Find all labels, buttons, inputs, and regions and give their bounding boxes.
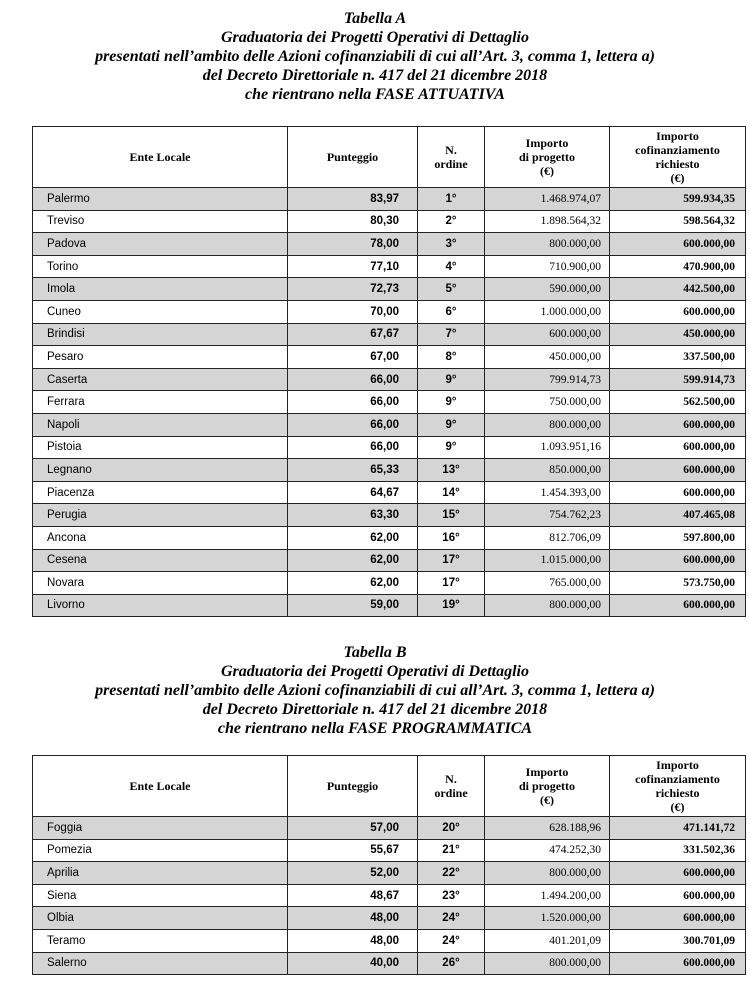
cell-importo-progetto: 754.762,23 bbox=[485, 504, 610, 527]
header-row bbox=[33, 127, 746, 188]
cell-n-ordine: 9° bbox=[418, 391, 485, 414]
table-row bbox=[33, 391, 746, 414]
table-row bbox=[33, 210, 746, 233]
cell-n-ordine: 16° bbox=[418, 526, 485, 549]
table-row bbox=[33, 572, 746, 595]
cell-ente-locale: Salerno bbox=[33, 952, 288, 975]
cell-ente-locale: Ferrara bbox=[33, 391, 288, 414]
header-ente-locale: Ente Locale bbox=[33, 756, 288, 817]
cell-n-ordine: 4° bbox=[418, 255, 485, 278]
cell-punteggio: 66,00 bbox=[288, 413, 418, 436]
cell-n-ordine: 3° bbox=[418, 233, 485, 256]
cell-ente-locale: Piacenza bbox=[33, 481, 288, 504]
table-row bbox=[33, 929, 746, 952]
cell-ente-locale: Pistoia bbox=[33, 436, 288, 459]
table-row bbox=[33, 188, 746, 211]
cell-n-ordine: 2° bbox=[418, 210, 485, 233]
header-importo-cofinanziamento: Importo cofinanziamento richiesto (€) bbox=[610, 127, 746, 188]
cell-importo-progetto: 812.706,09 bbox=[485, 526, 610, 549]
cell-n-ordine: 9° bbox=[418, 436, 485, 459]
cell-ente-locale: Siena bbox=[33, 884, 288, 907]
cell-importo-cofinanziamento: 337.500,00 bbox=[610, 346, 746, 369]
cell-punteggio: 70,00 bbox=[288, 300, 418, 323]
cell-importo-cofinanziamento: 442.500,00 bbox=[610, 278, 746, 301]
table-row bbox=[33, 459, 746, 482]
cell-punteggio: 80,30 bbox=[288, 210, 418, 233]
cell-punteggio: 77,10 bbox=[288, 255, 418, 278]
table-row bbox=[33, 436, 746, 459]
table-row bbox=[33, 413, 746, 436]
table-row bbox=[33, 817, 746, 840]
cell-punteggio: 67,67 bbox=[288, 323, 418, 346]
table-row bbox=[33, 300, 746, 323]
cell-importo-progetto: 800.000,00 bbox=[485, 594, 610, 617]
cell-importo-cofinanziamento: 600.000,00 bbox=[610, 413, 746, 436]
cell-importo-progetto: 800.000,00 bbox=[485, 233, 610, 256]
cell-punteggio: 59,00 bbox=[288, 594, 418, 617]
cell-punteggio: 78,00 bbox=[288, 233, 418, 256]
cell-n-ordine: 17° bbox=[418, 549, 485, 572]
table-b-title bbox=[0, 643, 750, 738]
cell-importo-cofinanziamento: 600.000,00 bbox=[610, 907, 746, 930]
cell-punteggio: 63,30 bbox=[288, 504, 418, 527]
cell-punteggio: 48,00 bbox=[288, 929, 418, 952]
header-punteggio: Punteggio bbox=[288, 756, 418, 817]
cell-ente-locale: Novara bbox=[33, 572, 288, 595]
cell-n-ordine: 24° bbox=[418, 907, 485, 930]
cell-ente-locale: Foggia bbox=[33, 817, 288, 840]
cell-importo-cofinanziamento: 450.000,00 bbox=[610, 323, 746, 346]
cell-punteggio: 62,00 bbox=[288, 526, 418, 549]
header-n-ordine: N. ordine bbox=[418, 127, 485, 188]
cell-importo-cofinanziamento: 470.900,00 bbox=[610, 255, 746, 278]
cell-n-ordine: 1° bbox=[418, 188, 485, 211]
cell-punteggio: 48,00 bbox=[288, 907, 418, 930]
header-importo-progetto: Importo di progetto (€) bbox=[485, 127, 610, 188]
cell-importo-progetto: 474.252,30 bbox=[485, 839, 610, 862]
cell-importo-cofinanziamento: 597.800,00 bbox=[610, 526, 746, 549]
cell-n-ordine: 20° bbox=[418, 817, 485, 840]
cell-importo-progetto: 800.000,00 bbox=[485, 952, 610, 975]
cell-importo-progetto: 1.494.200,00 bbox=[485, 884, 610, 907]
table-row bbox=[33, 255, 746, 278]
header-ente-locale: Ente Locale bbox=[33, 127, 288, 188]
cell-importo-cofinanziamento: 600.000,00 bbox=[610, 459, 746, 482]
cell-ente-locale: Cuneo bbox=[33, 300, 288, 323]
cell-punteggio: 67,00 bbox=[288, 346, 418, 369]
cell-importo-progetto: 800.000,00 bbox=[485, 413, 610, 436]
cell-n-ordine: 24° bbox=[418, 929, 485, 952]
cell-n-ordine: 5° bbox=[418, 278, 485, 301]
cell-importo-cofinanziamento: 300.701,09 bbox=[610, 929, 746, 952]
header-importo-progetto: Importo di progetto (€) bbox=[485, 756, 610, 817]
cell-punteggio: 62,00 bbox=[288, 572, 418, 595]
cell-importo-progetto: 600.000,00 bbox=[485, 323, 610, 346]
cell-ente-locale: Aprilia bbox=[33, 862, 288, 885]
cell-punteggio: 48,67 bbox=[288, 884, 418, 907]
cell-importo-cofinanziamento: 600.000,00 bbox=[610, 481, 746, 504]
table-row bbox=[33, 504, 746, 527]
title-line: Tabella A bbox=[343, 10, 407, 27]
cell-n-ordine: 22° bbox=[418, 862, 485, 885]
cell-importo-progetto: 1.015.000,00 bbox=[485, 549, 610, 572]
table-b bbox=[32, 755, 746, 975]
cell-importo-cofinanziamento: 599.934,35 bbox=[610, 188, 746, 211]
table-row bbox=[33, 884, 746, 907]
title-line: del Decreto Direttoriale n. 417 del 21 dicembre 2018 bbox=[202, 67, 548, 84]
cell-n-ordine: 9° bbox=[418, 413, 485, 436]
cell-importo-cofinanziamento: 600.000,00 bbox=[610, 436, 746, 459]
cell-ente-locale: Pesaro bbox=[33, 346, 288, 369]
cell-n-ordine: 8° bbox=[418, 346, 485, 369]
table-row bbox=[33, 549, 746, 572]
title-line: Graduatoria dei Progetti Operativi di Dettaglio bbox=[221, 663, 529, 680]
cell-n-ordine: 19° bbox=[418, 594, 485, 617]
table-body bbox=[33, 188, 746, 617]
cell-punteggio: 66,00 bbox=[288, 368, 418, 391]
cell-importo-cofinanziamento: 600.000,00 bbox=[610, 233, 746, 256]
cell-importo-cofinanziamento: 562.500,00 bbox=[610, 391, 746, 414]
table-row bbox=[33, 233, 746, 256]
cell-punteggio: 66,00 bbox=[288, 391, 418, 414]
cell-punteggio: 62,00 bbox=[288, 549, 418, 572]
title-line: Graduatoria dei Progetti Operativi di Dettaglio bbox=[221, 29, 529, 46]
cell-importo-cofinanziamento: 599.914,73 bbox=[610, 368, 746, 391]
cell-punteggio: 65,33 bbox=[288, 459, 418, 482]
cell-importo-progetto: 401.201,09 bbox=[485, 929, 610, 952]
cell-n-ordine: 26° bbox=[418, 952, 485, 975]
table-row bbox=[33, 323, 746, 346]
header-row bbox=[33, 756, 746, 817]
cell-ente-locale: Treviso bbox=[33, 210, 288, 233]
cell-importo-progetto: 750.000,00 bbox=[485, 391, 610, 414]
cell-importo-progetto: 1.520.000,00 bbox=[485, 907, 610, 930]
cell-importo-cofinanziamento: 407.465,08 bbox=[610, 504, 746, 527]
cell-punteggio: 66,00 bbox=[288, 436, 418, 459]
table-row bbox=[33, 526, 746, 549]
cell-importo-progetto: 1.898.564,32 bbox=[485, 210, 610, 233]
table-a-title bbox=[0, 9, 750, 104]
cell-ente-locale: Legnano bbox=[33, 459, 288, 482]
cell-importo-cofinanziamento: 598.564,32 bbox=[610, 210, 746, 233]
cell-ente-locale: Torino bbox=[33, 255, 288, 278]
table-row bbox=[33, 839, 746, 862]
cell-importo-progetto: 1.454.393,00 bbox=[485, 481, 610, 504]
table-row bbox=[33, 862, 746, 885]
cell-punteggio: 83,97 bbox=[288, 188, 418, 211]
cell-n-ordine: 6° bbox=[418, 300, 485, 323]
cell-ente-locale: Imola bbox=[33, 278, 288, 301]
cell-importo-cofinanziamento: 600.000,00 bbox=[610, 952, 746, 975]
cell-importo-progetto: 590.000,00 bbox=[485, 278, 610, 301]
table-row bbox=[33, 346, 746, 369]
cell-importo-progetto: 800.000,00 bbox=[485, 862, 610, 885]
table-row bbox=[33, 278, 746, 301]
cell-n-ordine: 21° bbox=[418, 839, 485, 862]
title-line: Tabella B bbox=[343, 644, 407, 661]
title-line: che rientrano nella FASE PROGRAMMATICA bbox=[217, 720, 533, 737]
cell-punteggio: 72,73 bbox=[288, 278, 418, 301]
cell-importo-cofinanziamento: 573.750,00 bbox=[610, 572, 746, 595]
cell-ente-locale: Caserta bbox=[33, 368, 288, 391]
cell-importo-progetto: 450.000,00 bbox=[485, 346, 610, 369]
cell-n-ordine: 15° bbox=[418, 504, 485, 527]
cell-n-ordine: 7° bbox=[418, 323, 485, 346]
cell-importo-cofinanziamento: 600.000,00 bbox=[610, 594, 746, 617]
cell-importo-cofinanziamento: 600.000,00 bbox=[610, 300, 746, 323]
cell-punteggio: 52,00 bbox=[288, 862, 418, 885]
cell-ente-locale: Teramo bbox=[33, 929, 288, 952]
cell-n-ordine: 23° bbox=[418, 884, 485, 907]
cell-importo-progetto: 628.188,96 bbox=[485, 817, 610, 840]
header-importo-cofinanziamento: Importo cofinanziamento richiesto (€) bbox=[610, 756, 746, 817]
title-line: del Decreto Direttoriale n. 417 del 21 dicembre 2018 bbox=[202, 701, 548, 718]
cell-importo-progetto: 1.000.000,00 bbox=[485, 300, 610, 323]
cell-ente-locale: Padova bbox=[33, 233, 288, 256]
cell-importo-progetto: 1.093.951,16 bbox=[485, 436, 610, 459]
cell-punteggio: 40,00 bbox=[288, 952, 418, 975]
cell-ente-locale: Brindisi bbox=[33, 323, 288, 346]
cell-n-ordine: 13° bbox=[418, 459, 485, 482]
cell-punteggio: 57,00 bbox=[288, 817, 418, 840]
cell-ente-locale: Cesena bbox=[33, 549, 288, 572]
cell-n-ordine: 14° bbox=[418, 481, 485, 504]
cell-importo-cofinanziamento: 600.000,00 bbox=[610, 884, 746, 907]
cell-importo-progetto: 1.468.974,07 bbox=[485, 188, 610, 211]
cell-n-ordine: 9° bbox=[418, 368, 485, 391]
title-line: presentati nell’ambito delle Azioni cofinanziabili di cui all’Art. 3, comma 1, lettera a) bbox=[95, 682, 655, 699]
header-n-ordine: N. ordine bbox=[418, 756, 485, 817]
cell-importo-cofinanziamento: 331.502,36 bbox=[610, 839, 746, 862]
cell-importo-progetto: 799.914,73 bbox=[485, 368, 610, 391]
cell-ente-locale: Palermo bbox=[33, 188, 288, 211]
table-row bbox=[33, 907, 746, 930]
title-line: che rientrano nella FASE ATTUATIVA bbox=[245, 86, 505, 103]
cell-importo-cofinanziamento: 600.000,00 bbox=[610, 549, 746, 572]
cell-punteggio: 55,67 bbox=[288, 839, 418, 862]
table-row bbox=[33, 952, 746, 975]
cell-importo-cofinanziamento: 471.141,72 bbox=[610, 817, 746, 840]
cell-importo-progetto: 765.000,00 bbox=[485, 572, 610, 595]
cell-importo-progetto: 850.000,00 bbox=[485, 459, 610, 482]
table-a bbox=[32, 126, 746, 617]
cell-ente-locale: Napoli bbox=[33, 413, 288, 436]
table-row bbox=[33, 481, 746, 504]
cell-punteggio: 64,67 bbox=[288, 481, 418, 504]
cell-ente-locale: Olbia bbox=[33, 907, 288, 930]
cell-n-ordine: 17° bbox=[418, 572, 485, 595]
table-body bbox=[33, 817, 746, 975]
header-punteggio: Punteggio bbox=[288, 127, 418, 188]
title-line: presentati nell’ambito delle Azioni cofinanziabili di cui all’Art. 3, comma 1, lettera a) bbox=[95, 48, 655, 65]
cell-ente-locale: Perugia bbox=[33, 504, 288, 527]
cell-ente-locale: Livorno bbox=[33, 594, 288, 617]
table-row bbox=[33, 368, 746, 391]
cell-importo-cofinanziamento: 600.000,00 bbox=[610, 862, 746, 885]
cell-importo-progetto: 710.900,00 bbox=[485, 255, 610, 278]
table-row bbox=[33, 594, 746, 617]
cell-ente-locale: Pomezia bbox=[33, 839, 288, 862]
cell-ente-locale: Ancona bbox=[33, 526, 288, 549]
